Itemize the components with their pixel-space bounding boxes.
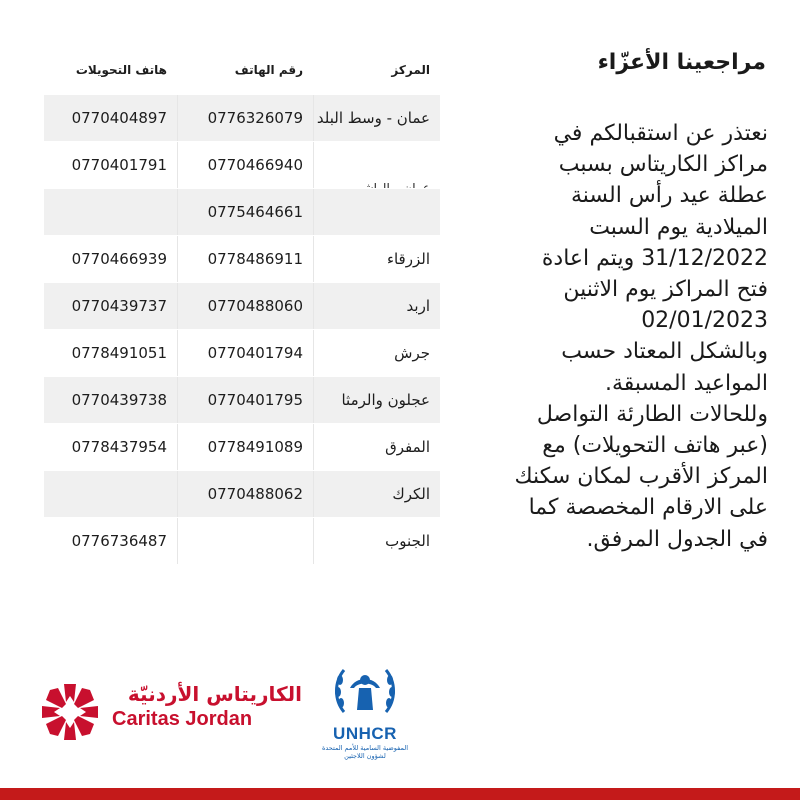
unhcr-name-en: UNHCR: [333, 724, 397, 743]
table-row: [44, 376, 440, 423]
notice-line: 31/12/2022 ويتم اعادة: [541, 245, 768, 271]
notice-line: 02/01/2023: [641, 308, 768, 334]
cell-phone: 0776326079: [177, 95, 313, 141]
cell-phone: 0778491089: [177, 424, 313, 470]
notice-line: المواعيد المسبقة.: [604, 370, 768, 396]
table-row: [44, 423, 440, 470]
header-phone: رقم الهاتف: [234, 63, 303, 77]
cell-transfers: [44, 189, 177, 235]
notice-line: مراكز الكاريتاس بسبب: [558, 152, 768, 178]
notice-line: عطلة عيد رأس السنة: [570, 183, 768, 209]
cell-phone: 0775464661: [177, 189, 313, 235]
notice-line: وبالشكل المعتاد حسب: [561, 339, 768, 365]
cell-phone: 0770401795: [177, 377, 313, 423]
notice-line: في الجدول المرفق.: [586, 526, 768, 552]
cell-transfers: [44, 471, 177, 517]
unhcr-name-ar-2: لشؤون اللاجئين: [344, 752, 386, 760]
cell-transfers: 0778437954: [71, 438, 167, 456]
cell-phone: 0770466940: [177, 142, 313, 188]
notice-line: وللحالات الطارئة التواصل: [536, 401, 768, 427]
table-row: [44, 94, 440, 141]
header-center: المركز: [391, 63, 430, 77]
table-header: [44, 46, 440, 94]
table-row: [44, 470, 440, 517]
table-row: [44, 329, 440, 376]
cell-phone: 0770488060: [177, 283, 313, 329]
cell-center: [313, 189, 440, 235]
footer-bar: [0, 788, 800, 800]
notice-line: (عبر هاتف التحويلات) مع: [542, 433, 768, 459]
notice-line: الميلادية يوم السبت: [589, 214, 768, 240]
caritas-logo: [40, 682, 302, 742]
table-row: [44, 282, 440, 329]
notice-line: فتح المراكز يوم الاثنين: [563, 277, 768, 303]
cell-transfers: 0778491051: [71, 344, 167, 362]
caritas-cross-icon: [40, 682, 100, 742]
cell-phone: 0770401794: [177, 330, 313, 376]
unhcr-logo: [320, 666, 410, 760]
cell-transfers: 0770404897: [71, 109, 167, 127]
cell-phone: 0770488062: [177, 471, 313, 517]
cell-transfers: 0770466939: [71, 250, 167, 268]
header-transfers: هاتف التحويلات: [75, 63, 167, 77]
logos-area: [40, 660, 409, 770]
cell-center: الجنوب: [313, 518, 440, 564]
notice-line: المركز الأقرب لمكان سكنك: [514, 464, 768, 490]
table-row: [44, 188, 440, 235]
cell-center: المفرق: [313, 424, 440, 470]
cell-transfers: 0770401791: [71, 156, 167, 174]
table-row: [44, 141, 440, 188]
cell-center: جرش: [313, 330, 440, 376]
table-body: [44, 94, 440, 564]
notice-line: نعتذر عن استقبالكم في: [553, 121, 768, 146]
centers-table: [44, 46, 440, 564]
unhcr-name-ar-1: المفوضية السامية للأمم المتحدة: [321, 744, 409, 752]
cell-transfers: 0776736487: [71, 532, 167, 550]
cell-center: اربد: [313, 283, 440, 329]
notice-heading: مراجعينا الأعزّاء: [597, 50, 766, 75]
cell-transfers: 0770439738: [71, 391, 167, 409]
notice-line: على الارقام المخصصة كما: [528, 495, 768, 521]
unhcr-emblem-icon: [330, 666, 400, 718]
cell-phone: [177, 518, 313, 564]
cell-center: الزرقاء: [313, 236, 440, 282]
cell-center: عمان - وسط البلد: [313, 95, 440, 141]
cell-center: عجلون والرمثا: [313, 377, 440, 423]
notice-body: [513, 118, 768, 555]
caritas-name-en: Caritas Jordan: [112, 708, 253, 730]
caritas-name-ar: الكاريتاس الأردنيّة: [127, 682, 302, 706]
cell-center: الكرك: [313, 471, 440, 517]
cell-transfers: 0770439737: [71, 297, 167, 315]
table-row: [44, 517, 440, 564]
table-row: [44, 235, 440, 282]
cell-phone: 0778486911: [177, 236, 313, 282]
